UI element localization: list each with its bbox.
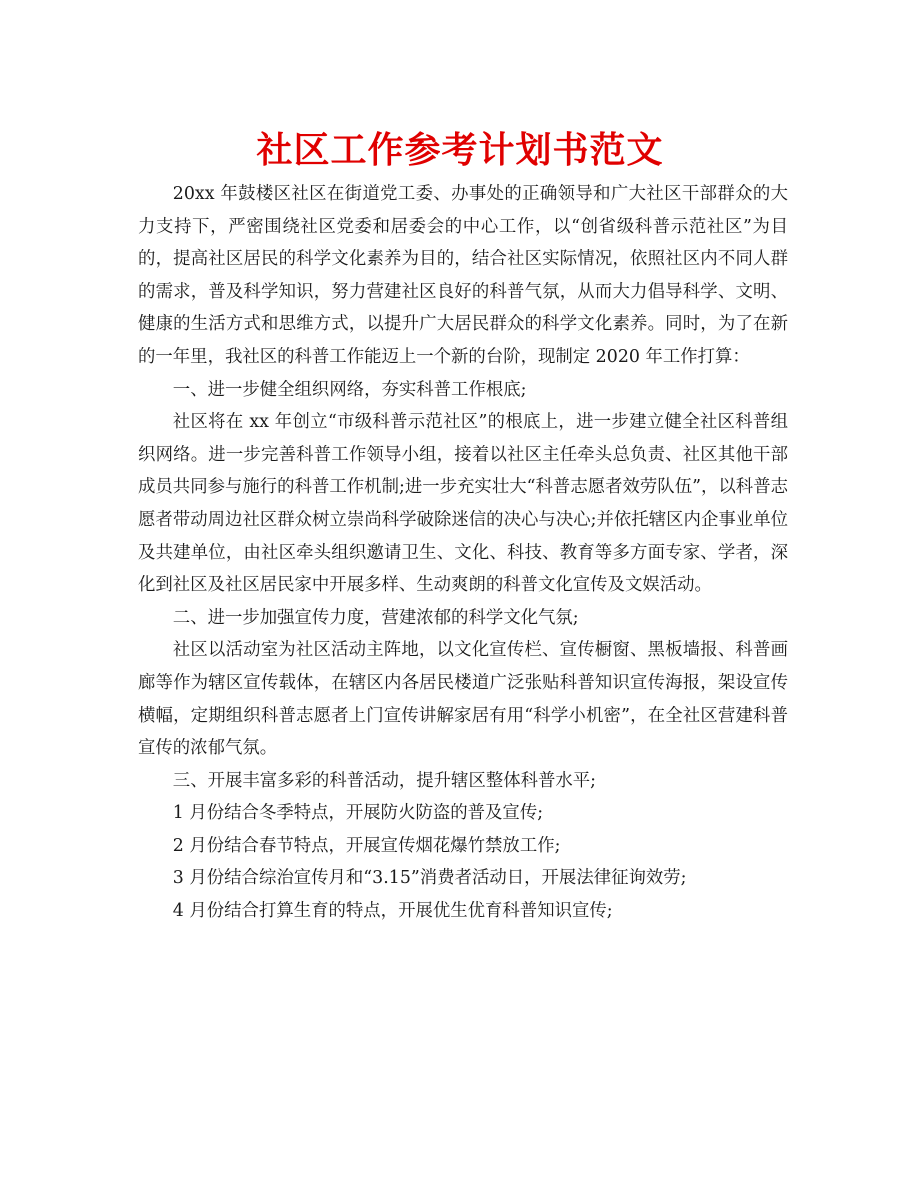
paragraph-section-2: 社区以活动室为社区活动主阵地，以文化宣传栏、宣传橱窗、黑板墙报、科普画廊等作为辖区宣传载体，在辖区内各居民楼道广泛张贴科普知识宣传海报，架设宣传横幅，定期组织科普志愿者上门宣传讲解家居有用“科学小机密”，在全社区营建科普宣传的浓郁气氛。 [138,640,788,759]
paragraph-intro: 20xx 年鼓楼区社区在街道党工委、办事处的正确领导和广大社区干部群众的大力支持下，严密围绕社区党委和居委会的中心工作，以“创省级科普示范社区”为目的，提高社区居民的科学文化素养为目的，结合社区实际情况，依照社区内不同人群的需求，普及科学知识，努力营建社区良好的科普气氛，从而大力倡导科学、文明、健康的生活方式和思维方式，以提升广大居民群众的科学文化素养。同时，为了在新的一年里，我社区的科普工作能迈上一个新的台阶，现制定 2020 年工作打算： [138,184,788,367]
paragraph-april: 4 月份结合打算生育的特点，开展优生优育科普知识宣传; [172,901,613,922]
paragraph-march: 3 月份结合综治宣传月和“3.15”消费者活动日，开展法律征询效劳; [172,868,687,889]
paragraph-heading-2: 二、进一步加强宣传力度，营建浓郁的科学文化气氛; [172,607,579,628]
paragraph-heading-1: 一、进一步健全组织网络，夯实科普工作根底; [172,379,527,400]
document-body [138,178,788,928]
document-title: 社区工作参考计划书范文 [256,129,664,171]
paragraph-january: 1 月份结合冬季特点，开展防火防盗的普及宣传; [172,803,544,824]
paragraph-section-1: 社区将在 xx 年创立“市级科普示范社区”的根底上，进一步建立健全社区科普组织网络。进一步完善科普工作领导小组，接着以社区主任牵头总负责、社区其他干部成员共同参与施行的科普工作机制;进一步充实壮大“科普志愿者效劳队伍”，以科普志愿者带动周边社区群众树立崇尚科学破除迷信的决心与决心;并依托辖区内企事业单位及共建单位，由社区牵头组织邀请卫生、文化、科技、教育等多方面专家、学者，深化到社区及社区居民家中开展多样、生动爽朗的科普文化宣传及文娱活动。 [138,412,788,596]
paragraph-heading-3: 三、开展丰富多彩的科普活动，提升辖区整体科普水平; [172,770,597,791]
paragraph-february: 2 月份结合春节特点，开展宣传烟花爆竹禁放工作; [172,835,561,856]
